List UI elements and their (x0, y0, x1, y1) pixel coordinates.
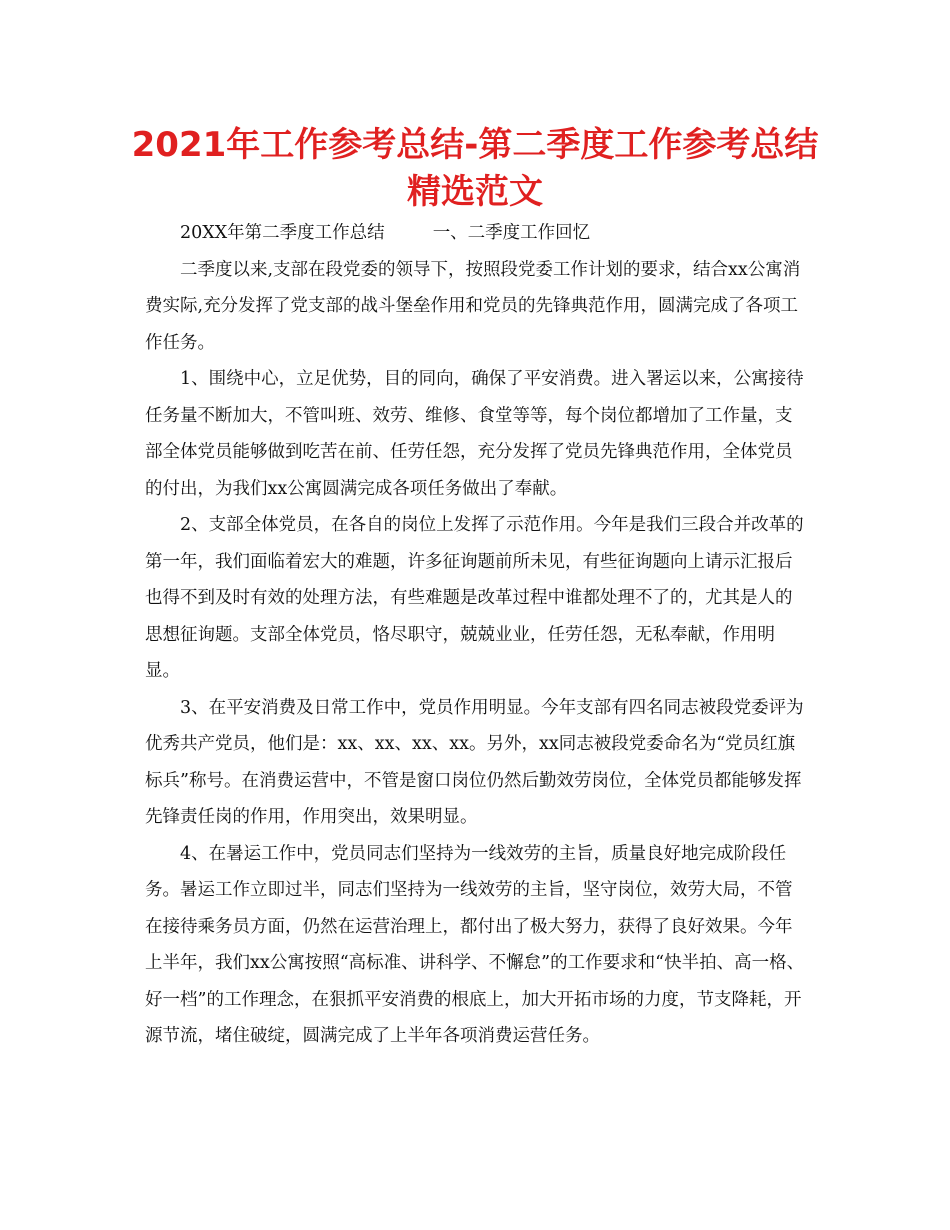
document-subtitle: 20XX年第二季度工作总结 (180, 223, 385, 243)
paragraph: 3、在平安消费及日常工作中，党员作用明显。今年支部有四名同志被段党委评为优秀共产党员，他们是：xx、xx、xx、xx。另外，xx同志被段党委命名为“党员红旗标兵”称号。在消费运营中，不管是窗口岗位仍然后勤效劳岗位，全体党员都能够发挥先锋责任岗的作用，作用突出，效果明显。 (145, 697, 804, 827)
document-title: 2021年工作参考总结-第二季度工作参考总结精选范文 (131, 125, 819, 212)
subtitle-row (145, 215, 805, 252)
paragraph: 1、围绕中心，立足优势，目的同向，确保了平安消费。进入署运以来，公寓接待任务量不断加大，不管叫班、效劳、维修、食堂等等，每个岗位都增加了工作量，支部全体党员能够做到吃苦在前、任劳任怨，充分发挥了党员先锋典范作用，全体党员的付出，为我们xx公寓圆满完成各项任务做出了奉献。 (145, 369, 804, 499)
paragraph: 2、支部全体党员，在各自的岗位上发挥了示范作用。今年是我们三段合并改革的第一年，我们面临着宏大的难题，许多征询题前所未见，有些征询题向上请示汇报后也得不到及时有效的处理方法，有些难题是改革过程中谁都处理不了的，尤其是人的思想征询题。支部全体党员，恪尽职守，兢兢业业，任劳任怨，无私奉献，作用明显。 (145, 515, 804, 681)
section-heading: 一、二季度工作回忆 (432, 223, 591, 243)
document-body (145, 215, 805, 1055)
paragraph: 4、在暑运工作中，党员同志们坚持为一线效劳的主旨，质量良好地完成阶段任务。暑运工作立即过半，同志们坚持为一线效劳的主旨，坚守岗位，效劳大局，不管在接待乘务员方面，仍然在运营治理上，都付出了极大努力，获得了良好效果。今年上半年，我们xx公寓按照“高标准、讲科学、不懈怠”的工作要求和“快半拍、高一格、好一档”的工作理念，在狠抓平安消费的根底上，加大开拓市场的力度，节支降耗，开源节流，堵住破绽，圆满完成了上半年各项消费运营任务。 (145, 843, 805, 1046)
paragraph: 二季度以来,支部在段党委的领导下，按照段党委工作计划的要求，结合xx公寓消费实际,充分发挥了党支部的战斗堡垒作用和党员的先锋典范作用，圆满完成了各项工作任务。 (145, 259, 801, 353)
